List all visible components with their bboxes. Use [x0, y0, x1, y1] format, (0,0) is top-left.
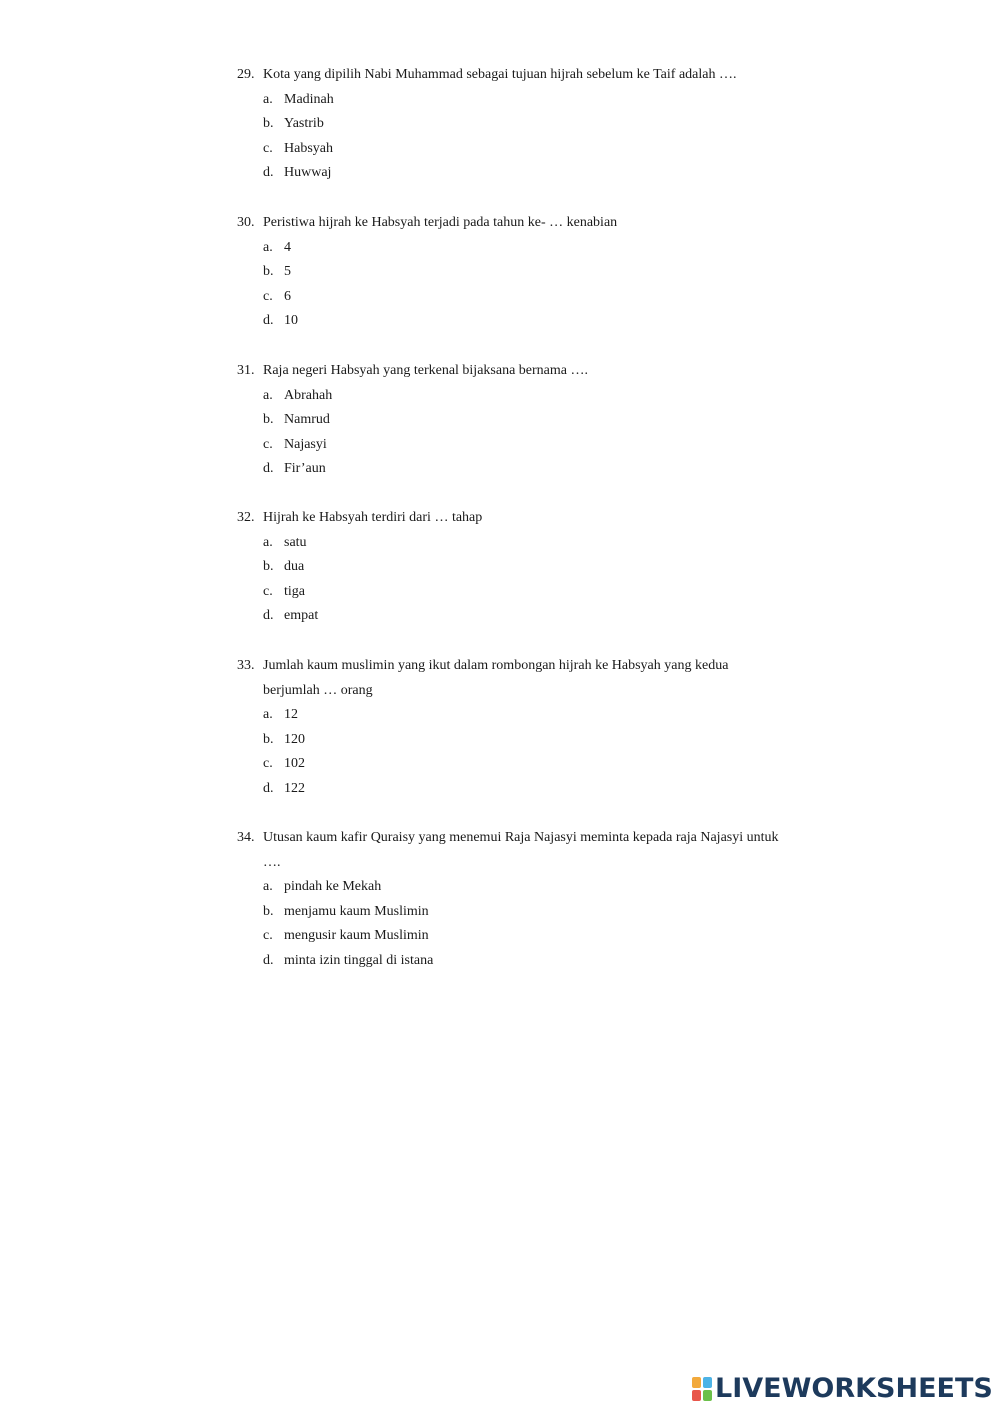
- option-a[interactable]: a. 4: [263, 239, 291, 255]
- question-text: Jumlah kaum muslimin yang ikut dalam rombongan hijrah ke Habsyah yang kedua: [263, 658, 729, 673]
- question-text: Kota yang dipilih Nabi Muhammad sebagai tujuan hijrah sebelum ke Taif adalah ….: [263, 67, 737, 82]
- option-c[interactable]: c. 102: [263, 756, 305, 771]
- question-number: 32.: [237, 510, 255, 525]
- logo-mark-tile: [703, 1377, 712, 1388]
- question-30: [237, 211, 807, 334]
- logo-mark-tile: [703, 1390, 712, 1401]
- option-a[interactable]: a. pindah ke Mekah: [263, 879, 382, 894]
- liveworksheets-logo: [692, 1374, 993, 1404]
- option-b[interactable]: b. Yastrib: [263, 116, 324, 131]
- question-number: 33.: [237, 658, 255, 673]
- option-b[interactable]: b. dua: [263, 559, 305, 574]
- question-text: Raja negeri Habsyah yang terkenal bijaksana bernama ….: [263, 363, 588, 378]
- question-32: [237, 506, 807, 629]
- question-text: Utusan kaum kafir Quraisy yang menemui Raja Najasyi meminta kepada raja Najasyi untuk: [263, 830, 779, 845]
- option-b[interactable]: b. 120: [263, 731, 305, 747]
- option-d[interactable]: d. minta izin tinggal di istana: [263, 952, 434, 968]
- option-a[interactable]: a. satu: [263, 534, 307, 550]
- question-31: [237, 359, 807, 482]
- option-d[interactable]: d. Huwwaj: [263, 165, 332, 180]
- option-b[interactable]: b. 5: [263, 264, 291, 279]
- option-a[interactable]: a. Madinah: [263, 91, 334, 107]
- question-34: [237, 826, 807, 973]
- option-a[interactable]: a. Abrahah: [263, 387, 333, 403]
- question-33: [237, 654, 807, 801]
- question-number: 30.: [237, 215, 255, 230]
- option-d[interactable]: d. 122: [263, 780, 305, 796]
- logo-mark-tile: [692, 1377, 701, 1388]
- option-d[interactable]: d. empat: [263, 608, 319, 623]
- option-c[interactable]: c. mengusir kaum Muslimin: [263, 928, 429, 943]
- question-number: 34.: [237, 830, 255, 845]
- option-a[interactable]: a. 12: [263, 707, 298, 722]
- option-list: [237, 875, 807, 973]
- question-text: Hijrah ke Habsyah terdiri dari … tahap: [263, 510, 483, 525]
- question-text-continuation: berjumlah … orang: [263, 682, 373, 698]
- option-c[interactable]: c. 6: [263, 288, 291, 304]
- question-29: [237, 63, 807, 186]
- option-list: [237, 531, 807, 629]
- option-d[interactable]: d. Fir’aun: [263, 461, 326, 476]
- option-list: [237, 384, 807, 482]
- option-d[interactable]: d. 10: [263, 313, 298, 328]
- option-list: [237, 88, 807, 186]
- question-text-continuation: ….: [263, 854, 281, 870]
- logo-text: LIVEWORKSHEETS: [715, 1373, 993, 1404]
- question-number: 31.: [237, 363, 255, 378]
- question-text: Peristiwa hijrah ke Habsyah terjadi pada tahun ke- … kenabian: [263, 215, 618, 230]
- option-list: [237, 703, 807, 801]
- option-c[interactable]: c. Najasyi: [263, 436, 327, 452]
- question-number: 29.: [237, 67, 255, 82]
- option-c[interactable]: c. Habsyah: [263, 140, 333, 156]
- option-list: [237, 236, 807, 334]
- liveworksheets-logo-icon: [692, 1377, 712, 1401]
- logo-mark-tile: [692, 1390, 701, 1401]
- option-c[interactable]: c. tiga: [263, 583, 305, 599]
- option-b[interactable]: b. Namrud: [263, 412, 330, 427]
- option-b[interactable]: b. menjamu kaum Muslimin: [263, 903, 429, 919]
